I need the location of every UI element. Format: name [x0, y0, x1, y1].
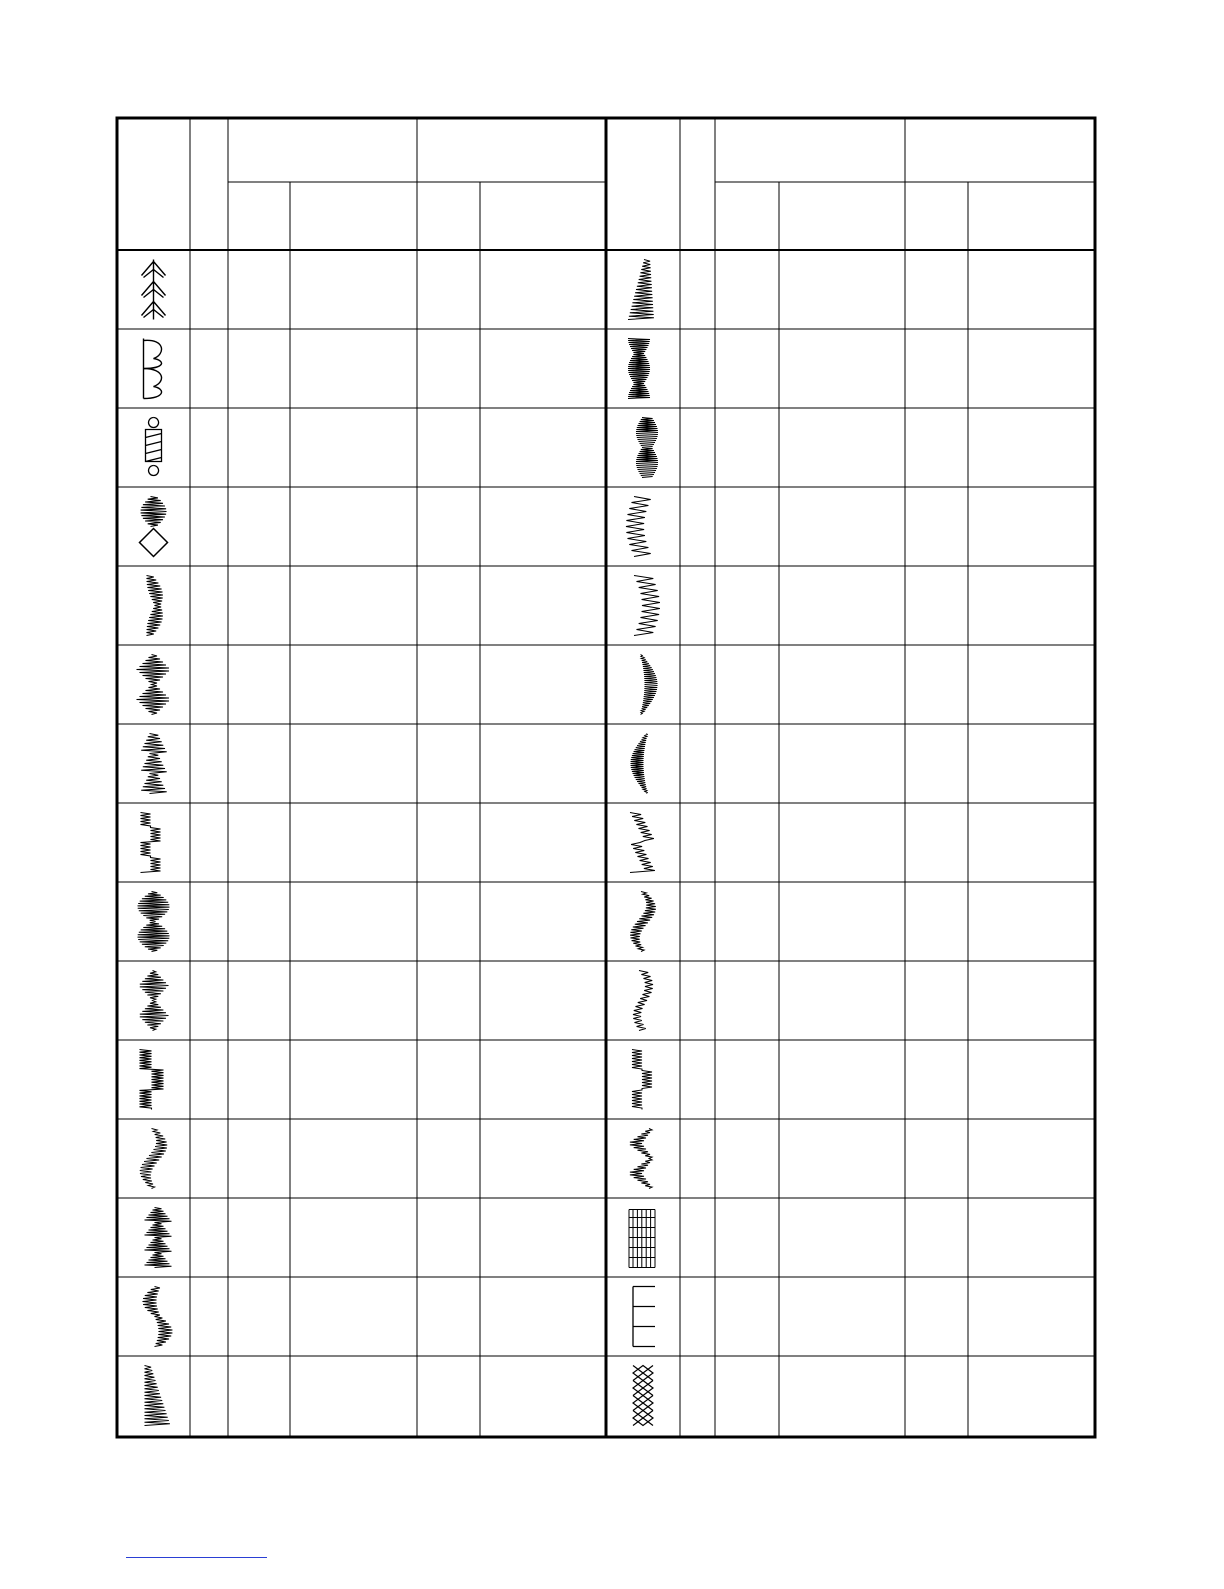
comb-stitch-icon — [629, 1210, 655, 1268]
satin-oval-stitch-icon — [138, 892, 170, 952]
cross-stitch-icon — [633, 1366, 653, 1426]
satin-stepped-stitch-icon — [141, 813, 161, 873]
satin-scallop-right-stitch-icon — [147, 576, 163, 636]
zigzag-fan-left-stitch-icon — [626, 497, 651, 557]
blanket-stitch-icon — [633, 1287, 655, 1347]
zigzag-lightning-stitch-icon — [630, 813, 655, 873]
satin-diamond-point-stitch-icon — [140, 971, 169, 1031]
satin-wave-stitch-icon — [140, 1129, 167, 1189]
satin-step-block-stitch-icon — [140, 1050, 164, 1110]
footer-rule — [126, 1557, 267, 1558]
satin-square-step-stitch-icon — [632, 1050, 652, 1110]
satin-dense-scallop-stitch-icon — [628, 339, 650, 399]
satin-chevron-stitch-icon — [630, 1129, 652, 1189]
satin-slope-stitch-icon — [145, 1366, 170, 1426]
heart-chain-stitch-icon — [144, 339, 162, 399]
loop-bar-stitch-icon — [146, 418, 162, 476]
zigzag-fan-right-stitch-icon — [634, 576, 660, 636]
satin-scallop-left-stitch-icon — [143, 1287, 173, 1347]
satin-crescent-right-stitch-icon — [641, 655, 658, 715]
satin-diamond-stitch-icon — [140, 497, 168, 557]
satin-slope-right-stitch-icon — [628, 260, 654, 320]
zigzag-triangle-stitch-icon — [137, 655, 170, 715]
satin-s-curve-stitch-icon — [630, 892, 656, 952]
satin-dense-scallop-alt-stitch-icon — [636, 418, 658, 478]
satin-crescent-left-stitch-icon — [631, 734, 648, 794]
zigzag-wavy-stitch-icon — [633, 971, 653, 1031]
satin-fan-stitch-icon — [145, 1208, 172, 1268]
zigzag-bar-stitch-icon — [141, 734, 167, 794]
arrow-chain-stitch-icon — [142, 260, 166, 320]
